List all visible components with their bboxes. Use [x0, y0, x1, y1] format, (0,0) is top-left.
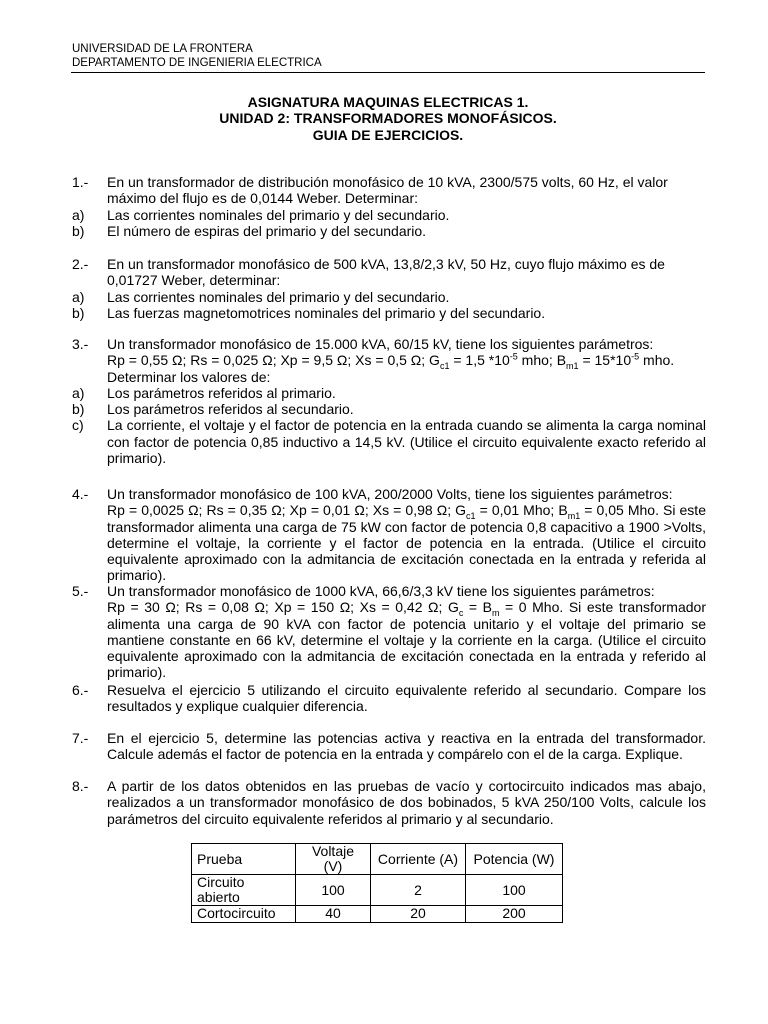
exercise-text: Resuelva el ejercicio 5 utilizando el circuito equivalente referido al secundario. Compare los resultados y explique cualquier diferencia.: [107, 682, 706, 715]
item-label: b): [72, 304, 85, 321]
item-text: Los parámetros referidos al primario.: [107, 384, 336, 401]
course-title: ASIGNATURA MAQUINAS ELECTRICAS 1.: [247, 94, 529, 110]
exercise-1: [72, 174, 706, 239]
exercise-7: [72, 730, 706, 763]
exercise-8: [72, 778, 706, 827]
exercise-number: 5.-: [72, 583, 89, 599]
item-text: Las fuerzas magnetomotrices nominales del primario y del secundario.: [107, 304, 546, 321]
table-header-row: [192, 844, 563, 875]
item-text: La corriente, el voltaje y el factor de potencia en la entrada cuando se alimenta la carga nominal con factor de potencia 0,85 inductivo a 14,5 kV. (Utilice el circuito equivalente exacto referido al primario).: [107, 417, 706, 467]
table-cell: 2: [371, 875, 466, 906]
table-cell: 200: [466, 906, 563, 923]
table-row: [192, 906, 563, 923]
exercise-5: [72, 583, 706, 681]
item-label: a): [72, 206, 85, 223]
table-header: Prueba: [192, 844, 296, 875]
item-text: Las corrientes nominales del primario y del secundario.: [107, 288, 450, 305]
exercise-number: 6.-: [72, 682, 89, 698]
test-results-table: [191, 843, 563, 923]
table-cell: 100: [466, 875, 563, 906]
exercise-number: 2.-: [72, 256, 89, 272]
exercise-text: Un transformador monofásico de 100 kVA, 200/2000 Volts, tiene los siguientes parámetros:: [107, 486, 673, 502]
exercise-text: En un transformador de distribución monofásico de 10 kVA, 2300/575 volts, 60 Hz, el valor máximo del flujo es de 0,0144 Weber. Determinar:: [107, 174, 668, 207]
item-text: El número de espiras del primario y del secundario.: [107, 222, 427, 239]
table-cell: 20: [371, 906, 466, 923]
item-label: b): [72, 401, 85, 418]
item-label: a): [72, 288, 85, 305]
exercise-number: 7.-: [72, 730, 89, 746]
table-header: Corriente (A): [371, 844, 466, 875]
unit-title: UNIDAD 2: TRANSFORMADORES MONOFÁSICOS.: [219, 110, 557, 127]
exercise-text: Un transformador monofásico de 15.000 kVA, 60/15 kV, tiene los siguientes parámetros:: [107, 336, 654, 352]
exercise-6: [72, 682, 706, 715]
exercise-number: 4.-: [72, 486, 89, 502]
exercise-body: Rp = 30 Ω; Rs = 0,08 Ω; Xp = 150 Ω; Xs = 0,42 Ω; $G_c = B_m = 0$ Mho. Si este transformador alimenta una carga de 90 kVA con factor de potencia unitario y el voltaje del primario se mantiene constante en 66 kV, determine el voltaje y la corriente en la carga. (Utilice el circuito equivalente aproximado con la admitancia de excitación conectada en la entrada y referido al primario).: [107, 599, 706, 681]
exercise-body: Rp = 0,0025 Ω; Rs = 0,35 Ω; Xp = 0,01 Ω; Xs = 0,98 Ω; $G_{c1} = 0,01$ Mho; $B_{m1} = 0,05$ Mho. Si este transformador alimenta una carga de 75 kW con factor de potencia 0,8 capacitivo a 1900 >Volts, determine el voltaje, la corriente y el factor de potencia en la entrada. (Utilice el circuito equivalente aproximado con la admitancia de excitación conectada en la entrada y referida al primario).: [107, 502, 706, 584]
exercise-text: Determinar los valores de:: [107, 368, 271, 385]
table-cell: 100: [296, 875, 371, 906]
item-label: c): [72, 417, 84, 434]
item-text: Las corrientes nominales del primario y del secundario.: [107, 206, 450, 223]
exercise-2: [72, 256, 706, 321]
department-name: DEPARTAMENTO DE INGENIERIA ELECTRICA: [72, 56, 322, 69]
table-row: [192, 875, 563, 906]
document-titles: [0, 94, 768, 143]
item-label: a): [72, 384, 85, 401]
header-divider: [71, 72, 705, 73]
exercise-4: [72, 486, 706, 584]
university-name: UNIVERSIDAD DE LA FRONTERA: [72, 43, 253, 55]
exercise-text: En el ejercicio 5, determine las potencias activa y reactiva en la entrada del transformador. Calcule además el factor de potencia en la entrada y compárelo con el de la carga. Explique.: [107, 730, 706, 763]
exercise-number: 8.-: [72, 778, 89, 794]
table-header: Potencia (W): [466, 844, 563, 875]
table-cell: Circuito abierto: [192, 875, 296, 906]
exercise-text: A partir de los datos obtenidos en las pruebas de vacío y cortocircuito indicados mas abajo, realizados a un transformador monofásico de dos bobinados, 5 kVA 250/100 Volts, calcule los parámetros del circuito equivalente referidos al primario y al secundario.: [107, 778, 706, 827]
table-cell: Cortocircuito: [192, 906, 296, 923]
item-label: b): [72, 222, 85, 239]
exercise-text: En un transformador monofásico de 500 kVA, 13,8/2,3 kV, 50 Hz, cuyo flujo máximo es de 0,01727 Weber, determinar:: [107, 256, 665, 289]
item-text: Los parámetros referidos al secundario.: [107, 401, 354, 418]
parameter-list: Rp = 0,55 Ω; Rs = 0,025 Ω; Xp = 9,5 Ω; Xs = 0,5 Ω; $G_{c1} = 1,5$ $*10^{-5}$ mho; $B_{m1} = 15*10^{-5}$ mho.: [107, 351, 675, 372]
exercise-number: 3.-: [72, 336, 89, 352]
document-header: [72, 43, 322, 70]
exercise-3: [72, 336, 706, 466]
exercise-text: Un transformador monofásico de 1000 kVA, 66,6/3,3 kV tiene los siguientes parámetros:: [107, 583, 655, 599]
exercise-number: 1.-: [72, 174, 89, 190]
table-cell: 40: [296, 906, 371, 923]
guide-title: GUIA DE EJERCICIOS.: [312, 126, 464, 143]
table-header: Voltaje (V): [296, 844, 371, 875]
